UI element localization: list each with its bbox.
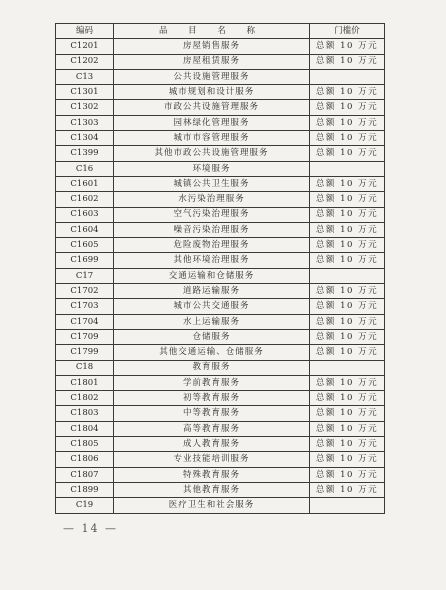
table-row <box>56 268 385 283</box>
table-row <box>56 467 385 482</box>
cell-code: C1799 <box>56 345 114 360</box>
cell-code: C1807 <box>56 467 114 482</box>
cell-price: 总额 10 万元 <box>310 176 385 191</box>
cell-price: 总额 10 万元 <box>310 207 385 222</box>
cell-price: 总额 10 万元 <box>310 437 385 452</box>
cell-price: 总额 10 万元 <box>310 467 385 482</box>
cell-code: C18 <box>56 360 114 375</box>
cell-price <box>310 161 385 176</box>
table-row <box>56 192 385 207</box>
cell-name: 水上运输服务 <box>114 314 310 329</box>
cell-name: 水污染治理服务 <box>114 192 310 207</box>
cell-name: 房屋租赁服务 <box>114 54 310 69</box>
header-name: 品 目 名 称 <box>114 24 310 39</box>
cell-name: 特殊教育服务 <box>114 467 310 482</box>
cell-name: 环境服务 <box>114 161 310 176</box>
cell-code: C1704 <box>56 314 114 329</box>
table-row <box>56 207 385 222</box>
cell-code: C1802 <box>56 391 114 406</box>
cell-name: 城市市容管理服务 <box>114 131 310 146</box>
cell-code: C1805 <box>56 437 114 452</box>
table-row <box>56 39 385 54</box>
cell-code: C1699 <box>56 253 114 268</box>
cell-price: 总额 10 万元 <box>310 406 385 421</box>
cell-name: 其他市政公共设施管理服务 <box>114 146 310 161</box>
cell-code: C1702 <box>56 284 114 299</box>
table-row <box>56 222 385 237</box>
cell-price: 总额 10 万元 <box>310 39 385 54</box>
table-row <box>56 391 385 406</box>
cell-code: C1303 <box>56 115 114 130</box>
cell-name: 其他交通运输、仓储服务 <box>114 345 310 360</box>
cell-price <box>310 69 385 84</box>
table-row <box>56 284 385 299</box>
cell-price: 总额 10 万元 <box>310 299 385 314</box>
cell-name: 园林绿化管理服务 <box>114 115 310 130</box>
table-row <box>56 482 385 497</box>
table-row <box>56 146 385 161</box>
cell-price: 总额 10 万元 <box>310 238 385 253</box>
cell-name: 学前教育服务 <box>114 375 310 390</box>
cell-code: C1709 <box>56 329 114 344</box>
cell-name: 城市规划和设计服务 <box>114 85 310 100</box>
cell-name: 专业技能培训服务 <box>114 452 310 467</box>
cell-price: 总额 10 万元 <box>310 253 385 268</box>
cell-code: C1399 <box>56 146 114 161</box>
cell-name: 仓储服务 <box>114 329 310 344</box>
cell-price: 总额 10 万元 <box>310 314 385 329</box>
cell-name: 公共设施管理服务 <box>114 69 310 84</box>
cell-name: 高等教育服务 <box>114 421 310 436</box>
table-row <box>56 498 385 513</box>
cell-code: C1604 <box>56 222 114 237</box>
cell-price: 总额 10 万元 <box>310 329 385 344</box>
header-code: 编码 <box>56 24 114 39</box>
cell-code: C1801 <box>56 375 114 390</box>
cell-name: 医疗卫生和社会服务 <box>114 498 310 513</box>
table-row <box>56 85 385 100</box>
table-row <box>56 115 385 130</box>
header-price: 门槛价 <box>310 24 385 39</box>
cell-price: 总额 10 万元 <box>310 54 385 69</box>
cell-name: 交通运输和仓储服务 <box>114 268 310 283</box>
table-row <box>56 131 385 146</box>
cell-name: 房屋销售服务 <box>114 39 310 54</box>
cell-code: C1301 <box>56 85 114 100</box>
cell-code: C1703 <box>56 299 114 314</box>
price-threshold-table <box>55 23 385 514</box>
cell-price <box>310 268 385 283</box>
cell-price: 总额 10 万元 <box>310 345 385 360</box>
cell-price: 总额 10 万元 <box>310 222 385 237</box>
table-row <box>56 360 385 375</box>
cell-code: C1899 <box>56 482 114 497</box>
cell-code: C1603 <box>56 207 114 222</box>
cell-name: 噪音污染治理服务 <box>114 222 310 237</box>
cell-code: C17 <box>56 268 114 283</box>
cell-code: C1304 <box>56 131 114 146</box>
cell-code: C1605 <box>56 238 114 253</box>
table-row <box>56 176 385 191</box>
cell-code: C19 <box>56 498 114 513</box>
cell-name: 初等教育服务 <box>114 391 310 406</box>
cell-code: C1803 <box>56 406 114 421</box>
cell-price: 总额 10 万元 <box>310 284 385 299</box>
table-row <box>56 437 385 452</box>
cell-name: 教育服务 <box>114 360 310 375</box>
cell-code: C16 <box>56 161 114 176</box>
cell-code: C1201 <box>56 39 114 54</box>
cell-name: 其他教育服务 <box>114 482 310 497</box>
cell-name: 城市公共交通服务 <box>114 299 310 314</box>
table-body <box>56 39 385 513</box>
cell-name: 市政公共设施管理服务 <box>114 100 310 115</box>
cell-code: C1601 <box>56 176 114 191</box>
cell-price <box>310 498 385 513</box>
table-row <box>56 314 385 329</box>
cell-price: 总额 10 万元 <box>310 192 385 207</box>
cell-price: 总额 10 万元 <box>310 391 385 406</box>
page-number: — 14 — <box>63 522 118 535</box>
cell-price: 总额 10 万元 <box>310 452 385 467</box>
cell-name: 其他环境治理服务 <box>114 253 310 268</box>
table-header-row <box>56 24 385 39</box>
table-row <box>56 253 385 268</box>
cell-price: 总额 10 万元 <box>310 131 385 146</box>
cell-code: C1804 <box>56 421 114 436</box>
cell-code: C1202 <box>56 54 114 69</box>
cell-name: 城镇公共卫生服务 <box>114 176 310 191</box>
table-row <box>56 375 385 390</box>
cell-price: 总额 10 万元 <box>310 146 385 161</box>
cell-price: 总额 10 万元 <box>310 100 385 115</box>
table-row <box>56 54 385 69</box>
cell-code: C1602 <box>56 192 114 207</box>
cell-price: 总额 10 万元 <box>310 115 385 130</box>
cell-price: 总额 10 万元 <box>310 482 385 497</box>
cell-name: 道路运输服务 <box>114 284 310 299</box>
table-row <box>56 421 385 436</box>
cell-price: 总额 10 万元 <box>310 375 385 390</box>
cell-name: 空气污染治理服务 <box>114 207 310 222</box>
cell-code: C1302 <box>56 100 114 115</box>
table-row <box>56 69 385 84</box>
cell-code: C1806 <box>56 452 114 467</box>
table-row <box>56 406 385 421</box>
cell-price <box>310 360 385 375</box>
table-row <box>56 452 385 467</box>
table-row <box>56 299 385 314</box>
cell-price: 总额 10 万元 <box>310 85 385 100</box>
cell-name: 危险废物治理服务 <box>114 238 310 253</box>
cell-code: C13 <box>56 69 114 84</box>
table-row <box>56 161 385 176</box>
cell-name: 成人教育服务 <box>114 437 310 452</box>
cell-name: 中等教育服务 <box>114 406 310 421</box>
table-row <box>56 238 385 253</box>
table-row <box>56 100 385 115</box>
table-row <box>56 329 385 344</box>
table-row <box>56 345 385 360</box>
cell-price: 总额 10 万元 <box>310 421 385 436</box>
